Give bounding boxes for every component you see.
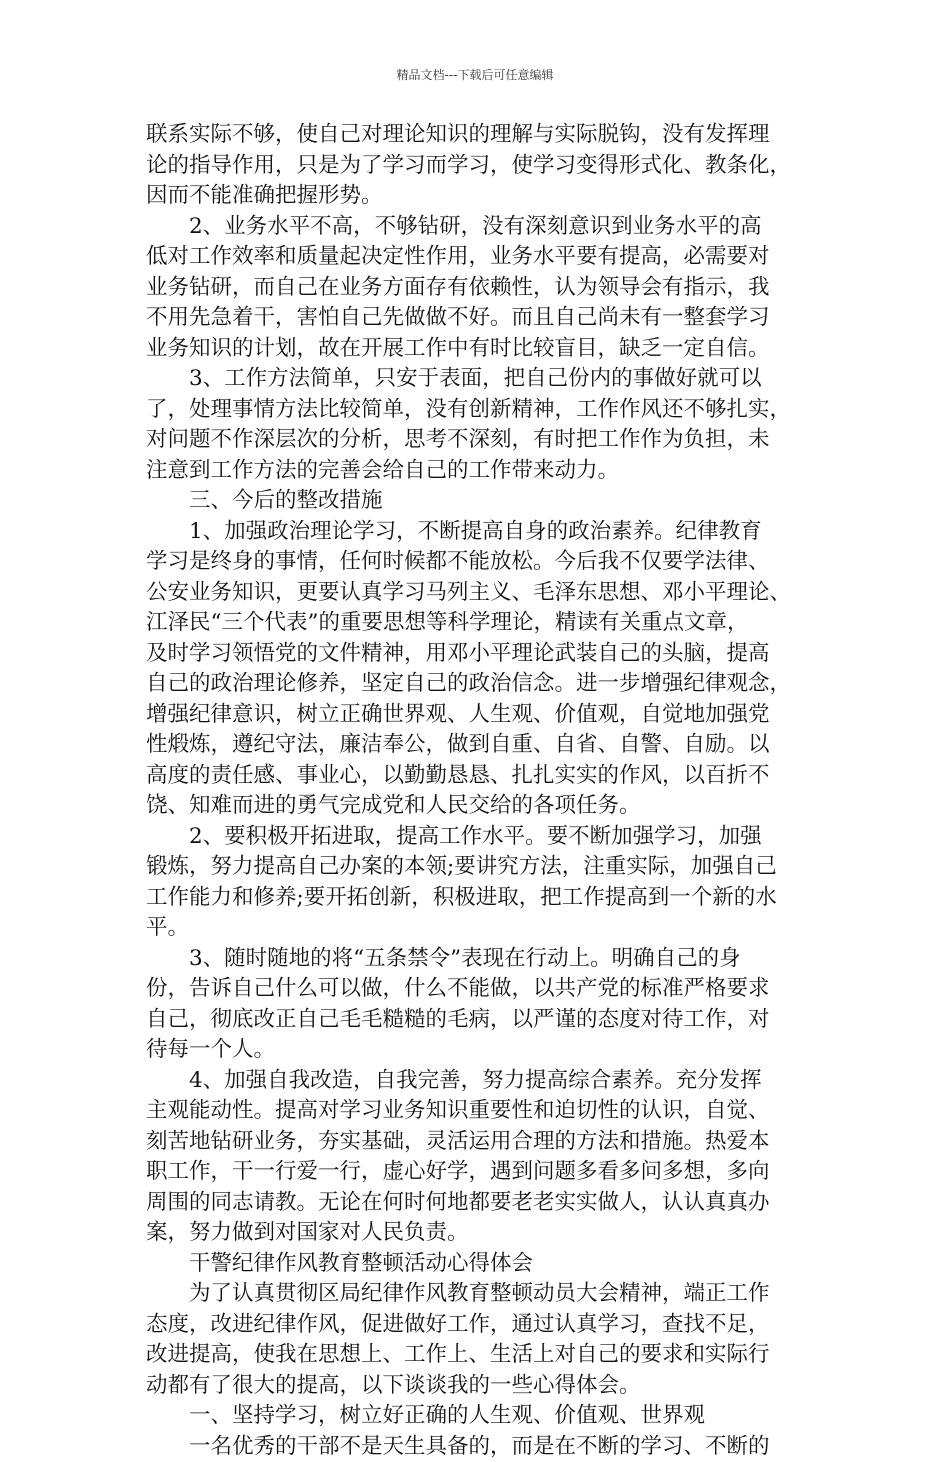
body-line: 对问题不作深层次的分析，思考不深刻，有时把工作作为负担，未 — [146, 425, 814, 456]
body-line: 待每一个人。 — [146, 1035, 814, 1066]
body-line: 因而不能准确把握形势。 — [146, 181, 814, 212]
body-line: 自己，彻底改正自己毛毛糙糙的毛病，以严谨的态度对待工作，对 — [146, 1005, 814, 1036]
body-line: 自己的政治理论修养，坚定自己的政治信念。进一步增强纪律观念， — [146, 669, 814, 700]
body-line: 2、业务水平不高，不够钻研，没有深刻意识到业务水平的高 — [146, 212, 814, 243]
body-line: 1、加强政治理论学习，不断提高自身的政治素养。纪律教育 — [146, 517, 814, 548]
body-line: 刻苦地钻研业务，夯实基础，灵活运用合理的方法和措施。热爱本 — [146, 1127, 814, 1158]
body-line: 三、今后的整改措施 — [146, 486, 814, 517]
body-line: 3、工作方法简单，只安于表面，把自己份内的事做好就可以 — [146, 364, 814, 395]
body-line: 锻炼，努力提高自己办案的本领;要讲究方法，注重实际，加强自己 — [146, 852, 814, 883]
body-line: 及时学习领悟党的文件精神，用邓小平理论武装自己的头脑，提高 — [146, 639, 814, 670]
body-line: 主观能动性。提高对学习业务知识重要性和迫切性的认识，自觉、 — [146, 1096, 814, 1127]
body-line: 平。 — [146, 913, 814, 944]
body-line: 干警纪律作风教育整顿活动心得体会 — [146, 1249, 814, 1280]
body-line: 周围的同志请教。无论在何时何地都要老老实实做人，认认真真办 — [146, 1188, 814, 1219]
body-line: 论的指导作用，只是为了学习而学习，使学习变得形式化、教条化， — [146, 151, 814, 182]
document-body — [146, 120, 814, 1462]
body-line: 4、加强自我改造，自我完善，努力提高综合素养。充分发挥 — [146, 1066, 814, 1097]
body-line: 不用先急着干，害怕自己先做做不好。而且自己尚未有一整套学习 — [146, 303, 814, 334]
body-line: 学习是终身的事情，任何时候都不能放松。今后我不仅要学法律、 — [146, 547, 814, 578]
body-line: 联系实际不够，使自己对理论知识的理解与实际脱钩，没有发挥理 — [146, 120, 814, 151]
body-line: 态度，改进纪律作风，促进做好工作，通过认真学习，查找不足， — [146, 1310, 814, 1341]
body-line: 动都有了很大的提高，以下谈谈我的一些心得体会。 — [146, 1371, 814, 1402]
body-line: 2、要积极开拓进取，提高工作水平。要不断加强学习，加强 — [146, 822, 814, 853]
body-line: 高度的责任感、事业心，以勤勤恳恳、扎扎实实的作风，以百折不 — [146, 761, 814, 792]
body-line: 性煅炼，遵纪守法，廉洁奉公，做到自重、自省、自警、自励。以 — [146, 730, 814, 761]
body-line: 为了认真贯彻区局纪律作风教育整顿动员大会精神，端正工作 — [146, 1279, 814, 1310]
body-line: 职工作，干一行爱一行，虚心好学，遇到问题多看多问多想，多向 — [146, 1157, 814, 1188]
page-header: 精品文档---下载后可任意编辑 — [0, 66, 950, 83]
body-line: 公安业务知识，更要认真学习马列主义、毛泽东思想、邓小平理论、 — [146, 578, 814, 609]
body-line: 注意到工作方法的完善会给自己的工作带来动力。 — [146, 456, 814, 487]
body-line: 改进提高，使我在思想上、工作上、生活上对自己的要求和实际行 — [146, 1340, 814, 1371]
body-line: 3、随时随地的将“五条禁令”表现在行动上。明确自己的身 — [146, 944, 814, 975]
body-line: 了，处理事情方法比较简单，没有创新精神，工作作风还不够扎实， — [146, 395, 814, 426]
body-line: 业务钻研，而自己在业务方面存有依赖性，认为领导会有指示，我 — [146, 273, 814, 304]
body-line: 一名优秀的干部不是天生具备的，而是在不断的学习、不断的 — [146, 1432, 814, 1462]
body-line: 一、坚持学习，树立好正确的人生观、价值观、世界观 — [146, 1401, 814, 1432]
body-line: 增强纪律意识，树立正确世界观、人生观、价值观，自觉地加强党 — [146, 700, 814, 731]
body-line: 低对工作效率和质量起决定性作用，业务水平要有提高，必需要对 — [146, 242, 814, 273]
body-line: 份，告诉自己什么可以做，什么不能做，以共产党的标准严格要求 — [146, 974, 814, 1005]
body-line: 饶、知难而进的勇气完成党和人民交给的各项任务。 — [146, 791, 814, 822]
body-line: 工作能力和修养;要开拓创新，积极进取，把工作提高到一个新的水 — [146, 883, 814, 914]
body-line: 江泽民“三个代表”的重要思想等科学理论，精读有关重点文章， — [146, 608, 814, 639]
body-line: 案，努力做到对国家对人民负责。 — [146, 1218, 814, 1249]
body-line: 业务知识的计划，故在开展工作中有时比较盲目，缺乏一定自信。 — [146, 334, 814, 365]
